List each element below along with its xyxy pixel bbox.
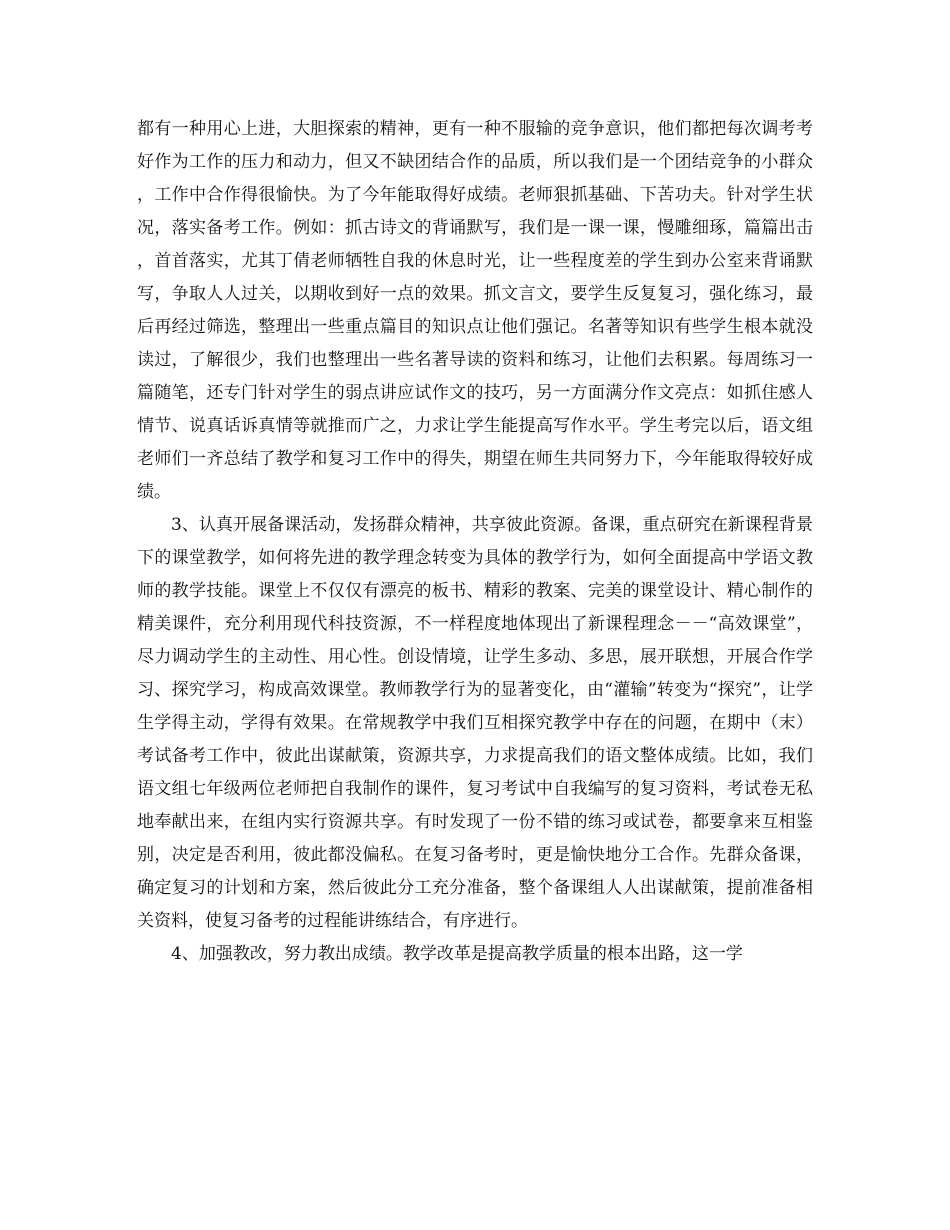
- document-body: [137, 113, 813, 971]
- paragraph-item-4: 4、加强教改，努力教出成绩。教学改革是提高教学质量的根本出路，这一学: [171, 944, 743, 964]
- paragraph-item-3: 3、认真开展备课活动，发扬群众精神，共享彼此资源。备课，重点研究在新课程背景下的课堂教学，如何将先进的教学理念转变为具体的教学行为，如何全面提高中学语文教师的教学技能。课堂上不仅仅有漂亮的板书、精彩的教案、完美的课堂设计、精心制作的精美课件，充分利用现代科技资源，不一样程度地体现出了新课程理念－－“高效课堂”，尽力调动学生的主动性、用心性。创设情境，让学生多动、多思，展开联想，开展合作学习、探究学习，构成高效课堂。教师教学行为的显著变化，由“灌输”转变为“探究”，让学生学得主动，学得有效果。在常规教学中我们互相探究教学中存在的问题，在期中（末）考试备考工作中，彼此出谋献策，资源共享，力求提高我们的语文整体成绩。比如，我们语文组七年级两位老师把自我制作的课件，复习考试中自我编写的复习资料，考试卷无私地奉献出来，在组内实行资源共享。有时发现了一份不错的练习或试卷，都要拿来互相鉴别，决定是否利用，彼此都没偏私。在复习备考时，更是愉快地分工合作。先群众备课，确定复习的计划和方案，然后彼此分工充分准备，整个备课组人人出谋献策，提前准备相关资料，使复习备考的过程能讲练结合，有序进行。: [137, 515, 813, 931]
- paragraph-continuation: 都有一种用心上进，大胆探索的精神，更有一种不服输的竞争意识，他们都把每次调考考好作为工作的压力和动力，但又不缺团结合作的品质，所以我们是一个团结竞争的小群众，工作中合作得很愉快。为了今年能取得好成绩。老师狠抓基础、下苦功夫。针对学生状况，落实备考工作。例如：抓古诗文的背诵默写，我们是一课一课，慢雕细琢，篇篇出击，首首落实，尤其丁倩老师牺牲自我的休息时光，让一些程度差的学生到办公室来背诵默写，争取人人过关，以期收到好一点的效果。抓文言文，要学生反复复习，强化练习，最后再经过筛选，整理出一些重点篇目的知识点让他们强记。名著等知识有些学生根本就没读过，了解很少，我们也整理出一些名著导读的资料和练习，让他们去积累。每周练习一篇随笔，还专门针对学生的弱点讲应试作文的技巧，另一方面满分作文亮点：如抓住感人情节、说真话诉真情等就推而广之，力求让学生能提高写作水平。学生考完以后，语文组老师们一齐总结了教学和复习工作中的得失，期望在师生共同努力下，今年能取得较好成绩。: [137, 119, 813, 502]
